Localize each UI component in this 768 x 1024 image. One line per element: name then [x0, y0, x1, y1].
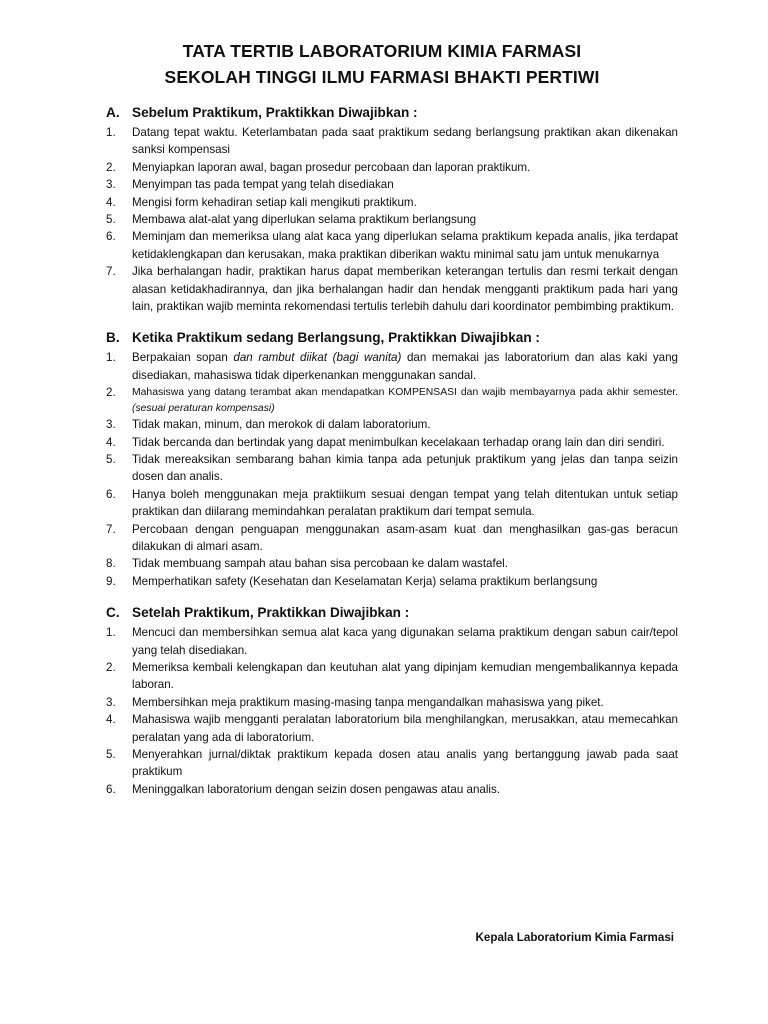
list-item	[106, 194, 678, 211]
list-item	[106, 228, 678, 263]
section-title: Sebelum Praktikum, Praktikkan Diwajibkan :	[132, 105, 418, 120]
list-item	[106, 176, 678, 193]
list-item	[106, 521, 678, 556]
list-item	[106, 659, 678, 694]
item-number: 6.	[106, 487, 116, 501]
item-number: 7.	[106, 522, 116, 536]
section-c	[108, 604, 678, 798]
item-number: 5.	[106, 748, 116, 761]
title-line-2: SEKOLAH TINGGI ILMU FARMASI BHAKTI PERTIWI	[164, 67, 600, 87]
list-item	[106, 746, 678, 781]
item-text-emphasis: (sesuai peraturan kompensasi)	[132, 402, 275, 414]
item-number: 1.	[106, 626, 116, 640]
rule-list	[106, 124, 678, 315]
item-text-emphasis: dan rambut diikat (bagi wanita)	[233, 351, 402, 365]
section-heading	[106, 329, 678, 347]
item-text: Mengisi form kehadiran setiap kali mengikuti praktikum.	[132, 195, 417, 209]
title-line-1: TATA TERTIB LABORATORIUM KIMIA FARMASI	[182, 41, 582, 61]
item-number: 2.	[106, 160, 116, 174]
list-item	[106, 124, 678, 159]
list-item	[106, 781, 678, 798]
list-item	[106, 263, 678, 315]
list-item	[106, 349, 678, 384]
list-item	[106, 416, 678, 433]
item-text: Membawa alat-alat yang diperlukan selama praktikum berlangsung	[132, 213, 477, 227]
list-item	[106, 694, 678, 711]
item-number: 5.	[106, 452, 116, 466]
item-text: Membersihkan meja praktikum masing-masing tanpa mengandalkan mahasiswa yang piket.	[132, 695, 604, 709]
item-number: 7.	[106, 265, 116, 279]
section-b	[108, 329, 678, 590]
item-text: Percobaan dengan penguapan menggunakan asam-asam kuat dan menghasilkan gas-gas beracun dilakukan di almari asam.	[132, 522, 678, 553]
list-item	[106, 384, 678, 416]
item-number: 8.	[106, 557, 116, 571]
item-number: 4.	[106, 435, 116, 449]
item-text-part: Berpakaian sopan	[132, 351, 234, 365]
section-title: Ketika Praktikum sedang Berlangsung, Praktikkan Diwajibkan :	[132, 330, 540, 346]
list-item	[106, 624, 678, 659]
item-number: 4.	[106, 713, 116, 727]
item-text: Memeriksa kembali kelengkapan dan keutuhan alat yang dipinjam kemudian mengembalikannya kepada laboran.	[132, 660, 678, 692]
item-text: Menyerahkan jurnal/diktak praktikum kepada dosen atau analis yang bertanggung jawab pada saat praktikum	[132, 748, 678, 779]
section-a	[108, 104, 678, 315]
item-number: 3.	[106, 178, 116, 192]
item-text: Meninggalkan laboratorium dengan seizin dosen pengawas atau analis.	[132, 782, 501, 796]
item-text	[132, 349, 678, 384]
list-item	[106, 711, 678, 746]
item-number: 1.	[106, 351, 116, 365]
list-item	[106, 573, 678, 590]
item-text: Datang tepat waktu. Keterlambatan pada saat praktikum sedang berlangsung praktikan akan dikenakan sanksi kompensasi	[132, 126, 678, 157]
section-title: Setelah Praktikum, Praktikkan Diwajibkan :	[132, 605, 410, 621]
list-item	[106, 159, 678, 176]
item-text: Menyiapkan laporan awal, bagan prosedur percobaan dan laporan praktikum.	[132, 160, 531, 174]
document-title	[86, 38, 678, 90]
item-text: Tidak makan, minum, dan merokok di dalam laboratorium.	[132, 418, 431, 432]
item-number: 2.	[106, 386, 116, 400]
section-letter: C.	[106, 605, 120, 621]
item-number: 3.	[106, 695, 116, 709]
section-heading	[106, 104, 678, 122]
list-item	[106, 486, 678, 521]
item-text: Menyimpan tas pada tempat yang telah disediakan	[132, 178, 394, 192]
item-text: Memperhatikan safety (Kesehatan dan Keselamatan Kerja) selama praktikum berlangsung	[132, 574, 598, 588]
item-number: 2.	[106, 660, 116, 674]
item-number: 6.	[106, 782, 116, 796]
item-number: 6.	[106, 230, 116, 244]
list-item	[106, 451, 678, 486]
item-number: 3.	[106, 418, 116, 432]
section-letter: B.	[106, 330, 120, 346]
item-text: Hanya boleh menggunakan meja praktiikum sesuai dengan tempat yang telah ditentukan untuk setiap praktikan dan diilarang memindahkan peralatan praktikum dari tempat semula.	[132, 487, 678, 519]
rule-list	[106, 624, 678, 798]
signature-line: Kepala Laboratorium Kimia Farmasi	[475, 931, 674, 944]
item-text: Tidak mereaksikan sembarang bahan kimia tanpa ada petunjuk praktikum yang jelas dan tanpa seizin dosen dan analis.	[132, 452, 678, 484]
section-heading	[106, 604, 678, 622]
list-item	[106, 211, 678, 228]
item-text: Mahasiswa wajib mengganti peralatan laboratorium bila menghilangkan, merusakkan, atau memecahkan peralatan yang ada di laboratorium.	[132, 713, 678, 744]
item-text: Meminjam dan memeriksa ulang alat kaca yang diperlukan selama praktikum kepada analis, jika terdapat ketidaklengkapan dan kerusakan, maka praktikan diberikan waktu minimal satu jam untuk menukarnya	[132, 230, 678, 261]
item-number: 4.	[106, 195, 116, 209]
section-letter: A.	[106, 105, 120, 120]
item-text: Tidak bercanda dan bertindak yang dapat menimbulkan kecelakaan terhadap orang lain dan diri sendiri.	[132, 435, 665, 449]
item-text	[132, 384, 678, 416]
item-text: Tidak membuang sampah atau bahan sisa percobaan ke dalam wastafel.	[132, 557, 508, 571]
item-text: Mencuci dan membersihkan semua alat kaca yang digunakan selama praktikum dengan sabun cair/tepol yang telah disediakan.	[132, 626, 678, 657]
item-text: Jika berhalangan hadir, praktikan harus dapat memberikan keterangan tertulis dan resmi terkait dengan alasan ketidakhadirannya, dan jika berhalangan hadir dan hendak mengganti praktikum pada hari yang lain, praktikan wajib meminta rekomendasi tertulis terlebih dahulu dari koordinator pembimbing praktikum.	[132, 265, 678, 314]
rule-list	[106, 349, 678, 590]
list-item	[106, 555, 678, 572]
item-number: 9.	[106, 574, 116, 588]
list-item	[106, 434, 678, 451]
item-number: 5.	[106, 213, 116, 227]
item-text-part: Mahasiswa yang datang terambat akan mendapatkan KOMPENSASI dan wajib membayarnya pada akhir semester.	[132, 387, 678, 399]
item-number: 1.	[106, 126, 116, 139]
item-text-part: dan memakai jas laboratorium dan alas kaki yang disediakan, mahasiswa tidak diperkenankan menggunakan sandal.	[132, 351, 679, 382]
